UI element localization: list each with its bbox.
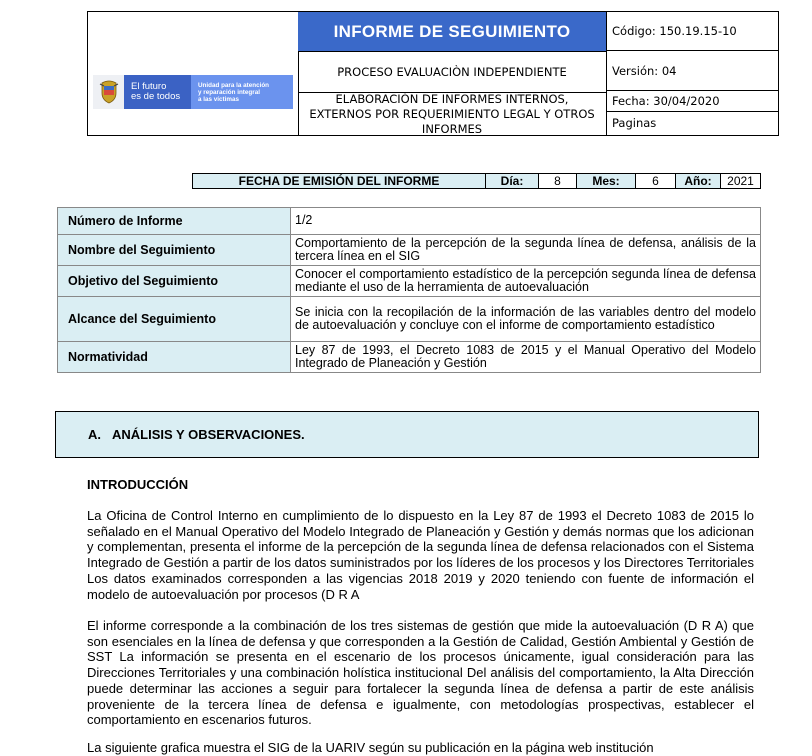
document-version: Versión: 04 — [606, 51, 778, 91]
row-key: Número de Informe — [58, 208, 291, 235]
process-name: PROCESO EVALUACIÒN INDEPENDIENTE — [298, 52, 606, 93]
entity-line3: a las víctimas — [198, 95, 239, 103]
entity-line1: Unidad para la atención — [198, 81, 270, 89]
row-key: Alcance del Seguimiento — [58, 297, 291, 342]
year-label: Año: — [676, 174, 721, 188]
procedure-name: ELABORACIÓN DE INFORMES INTERNOS, EXTERNOS POR REQUERIMIENTO LEGAL Y OTROS INFORMES — [309, 91, 595, 136]
day-label: Día: — [486, 174, 539, 188]
table-row — [58, 297, 761, 342]
row-value: Ley 87 de 1993, el Decreto 1083 de 2015 y el Manual Operativo del Modelo Integrado de Planeación y Gestión — [291, 342, 761, 373]
paragraph-3: La siguiente grafica muestra el SIG de la UARIV según su publicación en la página web institución — [87, 740, 654, 755]
report-info-table — [57, 207, 761, 373]
paragraph-1: La Oficina de Control Interno en cumplimiento de lo dispuesto en la Ley 87 de 1993 el Decreto 1083 de 2015 lo señalado en el Manual Operativo del Modelo Integrado de Planeación y Gestión y demás normas que los adicionan y complementan, presenta el informe de la percepción de la segunda línea de defensa relacionados con el Sistema Integrado de Gestión a partir de los datos suministrados por los líderes de los procesos y los Directores Territoriales Los datos examinados corresponden a las vigencias 2018 2019 y 2020 teniendo con fuente de información el modelo de autoevaluación por procesos (D R A — [87, 508, 754, 602]
row-value: Se inicia con la recopilación de la información de las variables dentro del modelo de autoevaluación y concluye con el informe de comportamiento estadístico — [291, 297, 761, 342]
coat-of-arms-icon — [93, 75, 124, 109]
row-value: 1/2 — [291, 208, 761, 235]
section-number: A. — [88, 427, 101, 442]
row-key: Nombre del Seguimiento — [58, 235, 291, 266]
slogan-line1: El futuro — [131, 81, 167, 92]
section-title: ANÁLISIS Y OBSERVACIONES. — [112, 427, 305, 442]
month-label: Mes: — [577, 174, 636, 188]
emission-date-row — [192, 173, 761, 189]
table-row — [58, 266, 761, 297]
document-header-table — [87, 11, 779, 136]
logo-cell — [88, 12, 299, 135]
document-date: Fecha: 30/04/2020 — [606, 91, 778, 112]
table-row — [58, 342, 761, 373]
row-value: Conocer el comportamiento estadístico de la percepción segunda línea de defensa mediante el uso de la herramienta de autoevaluación — [291, 266, 761, 297]
introduction-heading: INTRODUCCIÓN — [87, 477, 189, 492]
slogan-line2: es de todos — [131, 91, 181, 102]
header-middle-column — [298, 12, 607, 135]
section-heading-box — [55, 411, 759, 458]
header-right-column — [606, 12, 778, 135]
report-title: INFORME DE SEGUIMIENTO — [298, 12, 606, 52]
entity-name-block — [191, 75, 293, 109]
slogan-block — [124, 75, 191, 109]
row-value: Comportamiento de la percepción de la segunda línea de defensa, análisis de la tercera línea en el SIG — [291, 235, 761, 266]
entity-line2: y reparación integral — [198, 88, 260, 96]
table-row — [58, 208, 761, 235]
day-value: 8 — [539, 174, 577, 188]
institution-logo — [93, 75, 293, 109]
paragraph-2: El informe corresponde a la combinación de los tres sistemas de gestión que mide la autoevaluación (D R A) que son esenciales en la línea de defensa y que corresponden a la Gestión de Calidad, Gestión Ambiental y Gestión de SST La información se presenta en el escenario de los procesos únicamente, igual consideración para las Direcciones Territoriales y una combinación holística institucional Del análisis del comportamiento, la Alta Dirección puede determinar las acciones a seguir para fortalecer la segunda línea de defensa a partir de este análisis proveniente de la tercera línea de defensa e igualmente, con metodologías prospectivas, establecer el comportamiento en escenarios futuros. — [87, 618, 754, 728]
table-row — [58, 235, 761, 266]
year-value: 2021 — [727, 174, 754, 188]
row-key: Normatividad — [58, 342, 291, 373]
document-code: Código: 150.19.15-10 — [606, 12, 778, 51]
row-key: Objetivo del Seguimiento — [58, 266, 291, 297]
document-pages: Paginas — [612, 116, 657, 130]
month-value: 6 — [636, 174, 676, 188]
emission-date-label: FECHA DE EMISIÓN DEL INFORME — [193, 174, 486, 188]
